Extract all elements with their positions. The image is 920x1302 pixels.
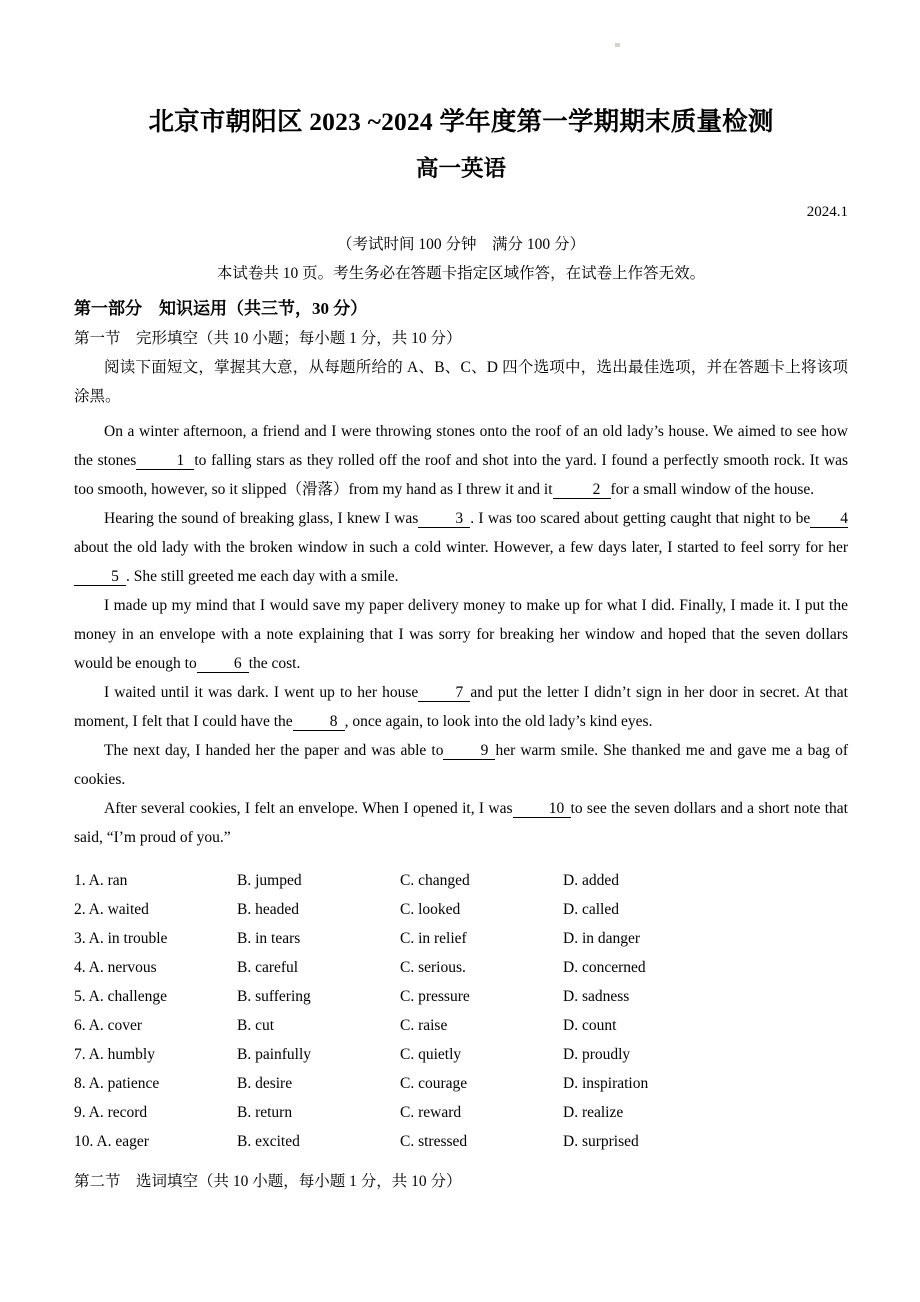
multiple-choice-options (74, 866, 848, 1156)
option-a[interactable]: 8. A. patience (74, 1074, 160, 1092)
passage-text: Hearing the sound of breaking glass, I knew I was (104, 509, 419, 527)
passage-paragraph-4 (74, 678, 848, 736)
option-c[interactable]: C. serious. (400, 958, 466, 976)
question-row (74, 1069, 848, 1098)
option-a[interactable]: 7. A. humbly (74, 1045, 155, 1063)
option-a[interactable]: 4. A. nervous (74, 958, 157, 976)
exam-notice-line: 本试卷共 10 页。考生务必在答题卡指定区域作答，在试卷上作答无效。 (216, 265, 706, 283)
passage-text: The next day, I handed her the paper and was able to (104, 741, 444, 759)
blank-10[interactable]: 10 (513, 801, 571, 818)
question-row (74, 1127, 848, 1156)
blank-9[interactable]: 9 (443, 743, 495, 760)
option-d[interactable]: D. called (563, 900, 619, 918)
option-a[interactable]: 3. A. in trouble (74, 929, 168, 947)
option-c[interactable]: C. stressed (400, 1132, 468, 1150)
question-row (74, 866, 848, 895)
page-title: 北京市朝阳区 2023 ~2024 学年度第一学期期末质量检测 (148, 107, 774, 136)
blank-2[interactable]: 2 (553, 482, 611, 499)
passage-text: . I was too scared about getting caught that night to be (470, 509, 811, 527)
option-d[interactable]: D. in danger (563, 929, 641, 947)
section-two-heading: 第二节 选词填空（共 10 小题，每小题 1 分，共 10 分） (74, 1172, 462, 1190)
blank-5[interactable]: 5 (74, 569, 126, 586)
option-b[interactable]: B. return (237, 1103, 293, 1121)
subject-title: 高一英语 (415, 155, 506, 181)
option-b[interactable]: B. careful (237, 958, 299, 976)
passage-text: I waited until it was dark. I went up to her house (104, 683, 419, 701)
option-d[interactable]: D. sadness (563, 987, 630, 1005)
option-a[interactable]: 9. A. record (74, 1103, 148, 1121)
option-c[interactable]: C. reward (400, 1103, 462, 1121)
option-a[interactable]: 5. A. challenge (74, 987, 167, 1005)
passage-paragraph-6 (74, 794, 848, 852)
option-d[interactable]: D. surprised (563, 1132, 639, 1150)
option-c[interactable]: C. in relief (400, 929, 467, 947)
blank-6[interactable]: 6 (197, 656, 249, 673)
blank-7[interactable]: 7 (418, 685, 470, 702)
option-d[interactable]: D. added (563, 871, 619, 889)
option-c[interactable]: C. changed (400, 871, 470, 889)
option-a[interactable]: 2. A. waited (74, 900, 149, 918)
option-d[interactable]: D. count (563, 1016, 617, 1034)
page-content (74, 0, 848, 1193)
passage-paragraph-3 (74, 591, 848, 678)
option-c[interactable]: C. courage (400, 1074, 468, 1092)
passage-text: and put the letter I didn’t sign in her door in secret. At that moment, I felt that I could have the (74, 683, 848, 730)
option-d[interactable]: D. proudly (563, 1045, 631, 1063)
section-one-directions: 阅读下面短文，掌握其大意，从每题所给的 A、B、C、D 四个选项中，选出最佳选项，并在答题卡上将该项涂黑。 (74, 358, 848, 405)
passage-paragraph-5 (74, 736, 848, 794)
option-c[interactable]: C. pressure (400, 987, 470, 1005)
blank-4[interactable]: 4 (810, 511, 848, 528)
question-row (74, 1011, 848, 1040)
exam-info-line: （考试时间 100 分钟 满分 100 分） (336, 235, 585, 253)
option-b[interactable]: B. cut (237, 1016, 275, 1034)
option-c[interactable]: C. quietly (400, 1045, 462, 1063)
passage-text: . She still greeted me each day with a smile. (126, 567, 399, 585)
option-b[interactable]: B. painfully (237, 1045, 312, 1063)
passage-text: On a winter afternoon, a friend and I were throwing stones onto the roof of an old lady’s house. We aimed to see how the stones (74, 422, 848, 469)
question-row (74, 1040, 848, 1069)
passage-text: to see the seven dollars and a short note that said, “I’m proud of you.” (74, 799, 848, 846)
option-a[interactable]: 6. A. cover (74, 1016, 143, 1034)
passage-paragraph-2 (74, 504, 848, 591)
option-b[interactable]: B. desire (237, 1074, 293, 1092)
option-d[interactable]: D. realize (563, 1103, 624, 1121)
question-row (74, 924, 848, 953)
option-c[interactable]: C. raise (400, 1016, 448, 1034)
option-c[interactable]: C. looked (400, 900, 461, 918)
blank-8[interactable]: 8 (293, 714, 345, 731)
passage-text: After several cookies, I felt an envelope. When I opened it, I was (104, 799, 513, 817)
passage-paragraph-1 (74, 417, 848, 504)
part-one-heading: 第一部分 知识运用（共三节，30 分） (74, 299, 368, 319)
passage-text: the cost. (248, 654, 301, 672)
question-row (74, 1098, 848, 1127)
option-a[interactable]: 1. A. ran (74, 871, 128, 889)
passage-text: for a small window of the house. (610, 480, 815, 498)
section-one-heading: 第一节 完形填空（共 10 小题；每小题 1 分，共 10 分） (74, 330, 462, 348)
option-d[interactable]: D. concerned (563, 958, 646, 976)
exam-date: 2024.1 (806, 204, 848, 220)
blank-1[interactable]: 1 (136, 453, 194, 470)
option-b[interactable]: B. suffering (237, 987, 311, 1005)
option-b[interactable]: B. jumped (237, 871, 302, 889)
blank-3[interactable]: 3 (418, 511, 470, 528)
option-a[interactable]: 10. A. eager (74, 1132, 149, 1150)
option-b[interactable]: B. headed (237, 900, 299, 918)
question-row (74, 895, 848, 924)
passage-text: to falling stars as they rolled off the roof and shot into the yard. I found a perfectly smooth rock. It was too smooth, however, so it slipped（滑落）from my hand as I threw it and it (74, 451, 849, 498)
passage-text: her warm smile. She thanked me and gave me a bag of cookies. (74, 741, 848, 788)
question-row (74, 982, 848, 1011)
passage-text: , once again, to look into the old lady’s kind eyes. (344, 712, 653, 730)
question-row (74, 953, 848, 982)
option-b[interactable]: B. excited (237, 1132, 300, 1150)
option-d[interactable]: D. inspiration (563, 1074, 649, 1092)
passage-text: I made up my mind that I would save my paper delivery money to make up for what I did. Finally, I made it. I put the money in an envelope with a note explaining that I was sorry for breaking her window and hoped that the seven dollars would be enough to (74, 596, 848, 672)
option-b[interactable]: B. in tears (237, 929, 301, 947)
passage-text: about the old lady with the broken window in such a cold winter. However, a few days later, I started to feel sorry for her (74, 538, 848, 556)
